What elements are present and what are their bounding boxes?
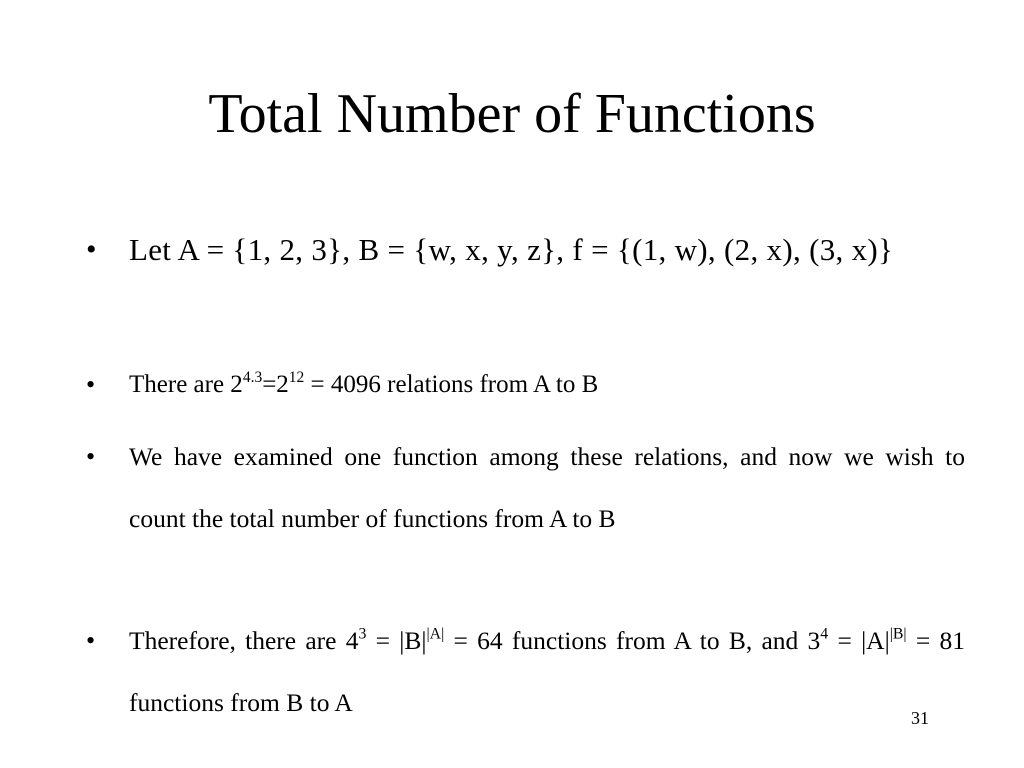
exponent: |A| bbox=[426, 625, 445, 643]
exponent: 3 bbox=[358, 625, 367, 643]
bullet-marker: • bbox=[86, 626, 96, 655]
exponent: 12 bbox=[288, 368, 305, 386]
bullet-item-function-counts bbox=[86, 610, 965, 734]
bullet-marker: • bbox=[86, 442, 96, 471]
bullet-marker: • bbox=[86, 370, 96, 399]
bullet-text-mid: = |A| bbox=[828, 626, 890, 655]
bullet-text-mid: =2 bbox=[262, 371, 289, 398]
bullet-text-pre: There are 2 bbox=[129, 371, 243, 398]
bullet-text: Let A = {1, 2, 3}, B = {w, x, y, z}, f = {(1, w), (2, x), (3, x)} bbox=[129, 232, 894, 267]
bullet-text-mid: = 64 functions from A to B, and 3 bbox=[444, 626, 821, 655]
page-number: 31 bbox=[911, 708, 929, 728]
bullet-text-post: = 4096 relations from A to B bbox=[304, 371, 599, 398]
bullet-item-examined-function bbox=[86, 426, 965, 550]
bullet-text-pre: Therefore, there are 4 bbox=[129, 626, 359, 655]
slide-title: Total Number of Functions bbox=[208, 83, 816, 145]
exponent: |B| bbox=[889, 625, 907, 643]
bullet-text-post: = 81 functions from B to A bbox=[129, 626, 965, 717]
exponent: 4 bbox=[820, 625, 829, 643]
bullet-text-mid: = |B| bbox=[366, 626, 427, 655]
bullet-text: We have examined one function among these relations, and now we wish to count the total number of functions from A to B bbox=[129, 442, 965, 533]
bullet-marker: • bbox=[86, 233, 97, 266]
exponent: 4.3 bbox=[242, 368, 263, 386]
bullet-item-relations-count bbox=[86, 367, 965, 403]
bullet-item-sets-definition bbox=[86, 219, 965, 281]
